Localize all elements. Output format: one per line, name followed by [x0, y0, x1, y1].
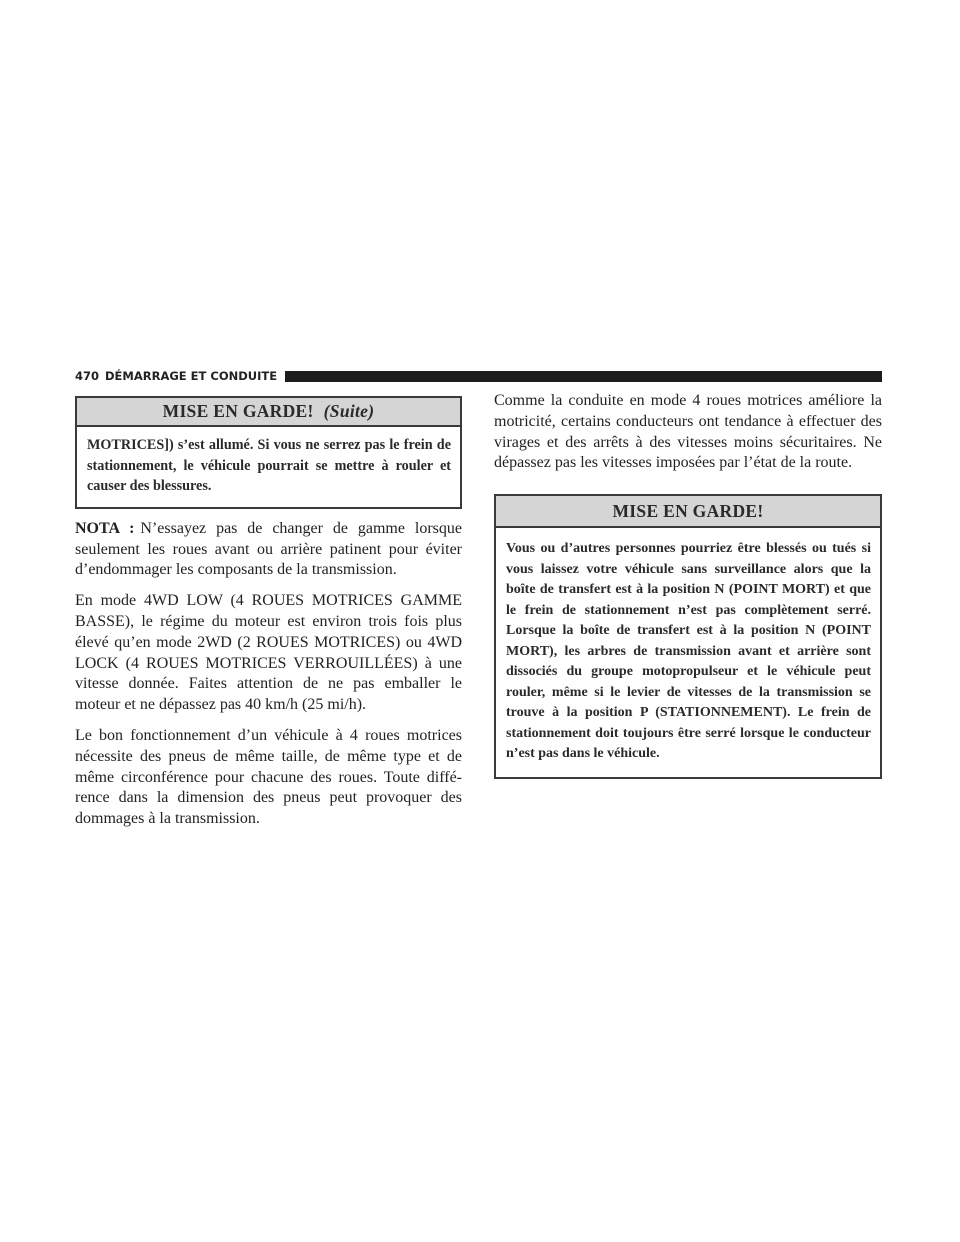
paragraph-4wd-low: En mode 4WD LOW (4 ROUES MOTRICES GAMME BASSE), le régime du moteur est environ trois fois plus élevé qu’en mode 2WD (2 ROUES MOTRICES) ou 4WD LOCK (4 ROUES MOTRICES VERROUILLÉES) à une vitesse donnée. Faites attention de ne pas emballer le moteur et ne dépassez pas 40 km/h (25 mi/h).	[75, 592, 462, 714]
warning-text: MOTRICES]) s’est allumé. Si vous ne serrez pas le frein de stationnement, le véhicule pourrait se mettre à rouler et causer des blessures.	[87, 437, 451, 495]
note-label: NOTA :	[75, 519, 135, 537]
warning-header	[77, 398, 460, 427]
page-header	[75, 369, 882, 383]
warning-text: Vous ou d’autres personnes pourriez être blessés ou tués si vous laissez votre véhicule sans surveillance alors que la boîte de transfert est à la position N (POINT MORT) et que le frein de stationnement n’est pas complètement serré. Lorsque la boîte de transfert est à la position N (POINT MORT), les arbres de transmission avant et arrière sont dissociés du groupe motopropulseur et le véhicule peut rouler, même si le levier de vitesses de la transmission se trouve à la position P (STATIONNEMENT). Le frein de stationnement doit toujours être serré lorsque le conducteur n’est pas dans le véhicule.	[506, 541, 871, 762]
warning-box	[494, 494, 882, 779]
paragraph-driving: Comme la conduite en mode 4 roues motrices améliore la motricité, certains conducteurs ont tendance à effectuer des virages et des arrêts à des vitesses moins sécuritaires. Ne dépassez pas les vitesses imposées par l’état de la route.	[494, 392, 882, 472]
warning-continued-label: (Suite)	[323, 401, 375, 421]
header-rule	[285, 371, 882, 382]
warning-title: MISE EN GARDE!	[612, 501, 764, 522]
page-number: 470	[75, 369, 100, 383]
section-title: DÉMARRAGE ET CONDUITE	[105, 369, 278, 383]
left-column	[75, 396, 462, 830]
warning-header	[496, 496, 880, 528]
right-column	[494, 391, 882, 779]
paragraph-tires: Le bon fonctionnement d’un véhicule à 4 roues motrices nécessite des pneus de même taille, de même type et de même circonférence pour chacune des roues. Toute différence dans la dimension des pneus peut provoquer des dommages à la transmission.	[75, 726, 462, 828]
note-paragraph	[75, 519, 462, 581]
warning-box-continued	[75, 396, 462, 509]
warning-title: MISE EN GARDE!	[162, 401, 314, 421]
note-text: N’essayez pas de changer de gamme lorsque seulement les roues avant ou arrière patinent pour éviter d’endommager les composants de la transmission.	[75, 519, 462, 579]
